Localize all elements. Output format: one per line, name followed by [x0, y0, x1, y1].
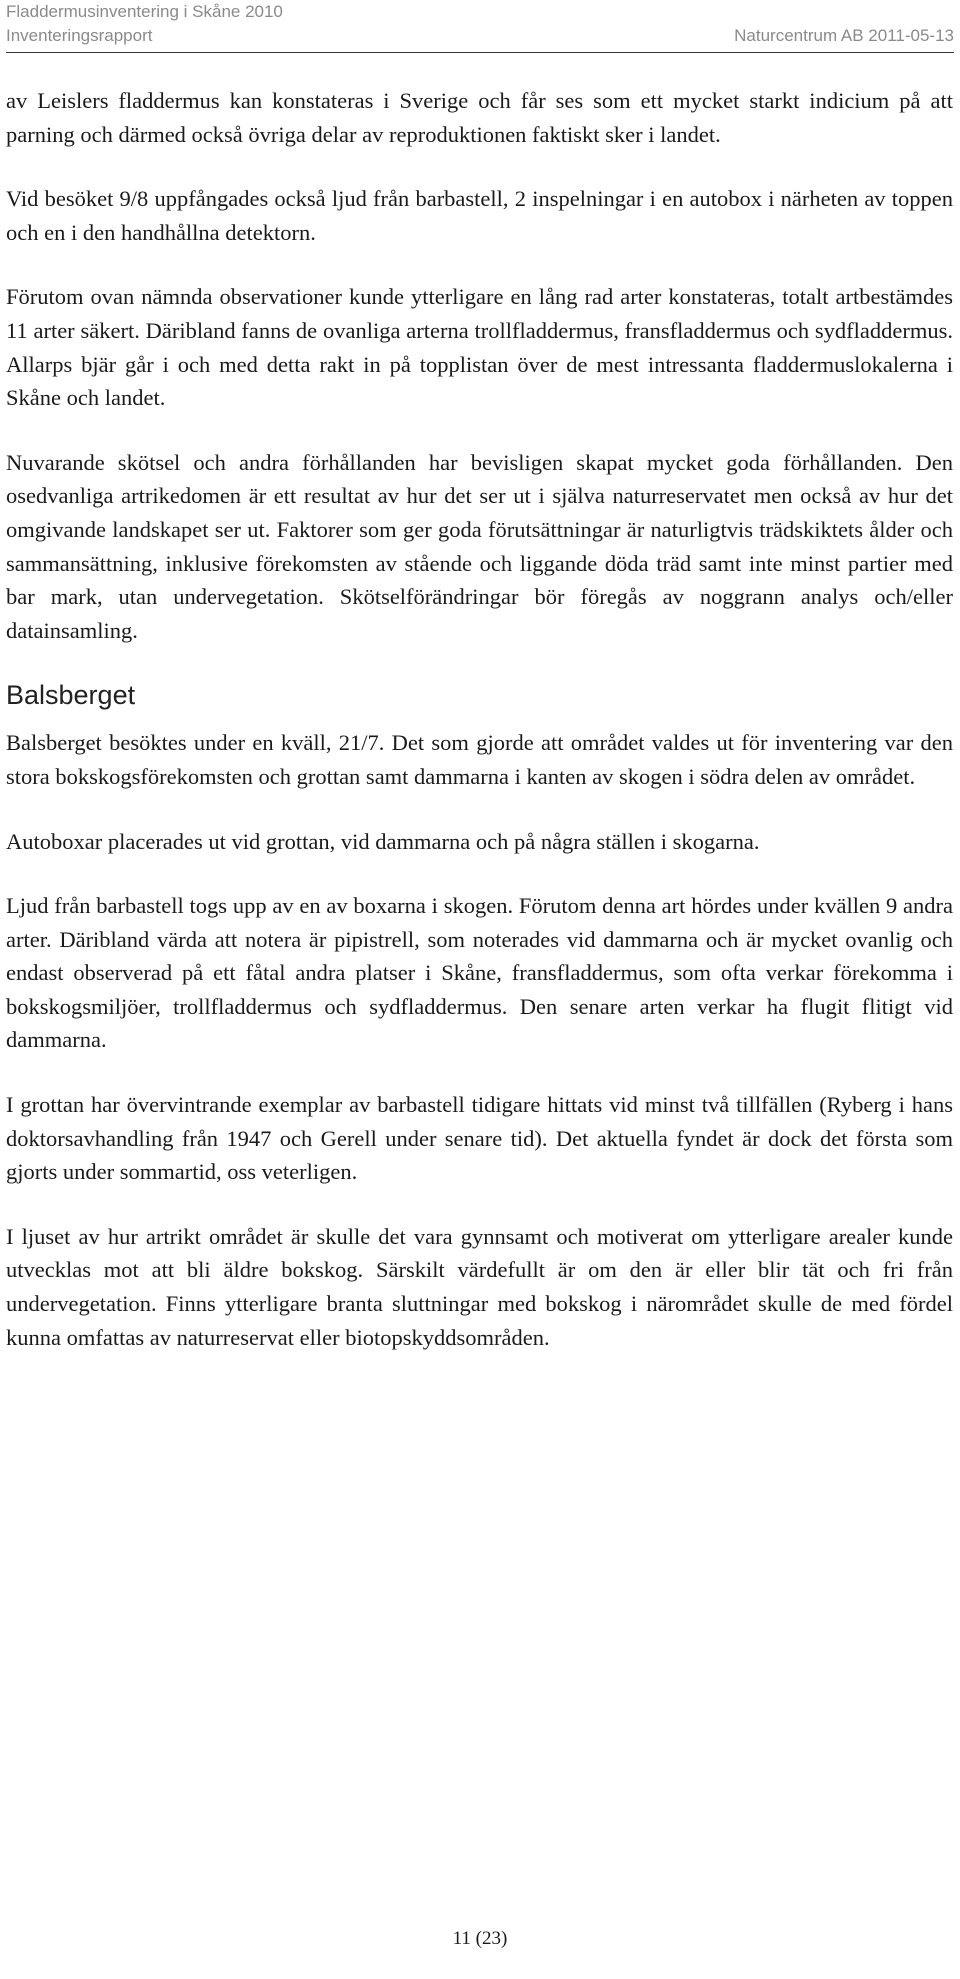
paragraph: I grottan har övervintrande exemplar av barbastell tidigare hittats vid minst två tillfällen (Ryberg i hans doktorsavhandling från 1947 och Gerell under senare tid). Det aktuella fyndet är dock det första som gjorts under sommartid, oss veterligen.	[6, 1092, 953, 1185]
paragraph: Autoboxar placerades ut vid grottan, vid dammarna och på några ställen i skogarna.	[6, 828, 760, 854]
paragraph: av Leislers fladdermus kan konstateras i Sverige och får ses som ett mycket starkt indicium på att parning och därmed också övriga delar av reproduktionen faktiskt sker i landet.	[6, 88, 953, 147]
header-left	[6, 0, 283, 48]
page-number: 11 (23)	[452, 1928, 508, 1949]
paragraph: Nuvarande skötsel och andra förhållanden har bevisligen skapat mycket goda förhållanden. Den osedvanliga artrikedomen är ett resultat av hur det ser ut i själva naturreservatet men också av hur det omgivande landskapet ser ut. Faktorer som ger goda förutsättningar är naturligtvis trädskiktets ålder och sammansättning, inklusive förekomsten av stående och liggande döda träd samt inte minst partier med bar mark, utan undervegetation. Skötselförändringar bör föregås av noggrann analys och/eller datainsamling.	[6, 449, 953, 643]
paragraph: Ljud från barbastell togs upp av en av boxarna i skogen. Förutom denna art hördes under kvällen 9 andra arter. Däribland värda att notera är pipistrell, som noterades vid dammarna och är mycket ovanlig och endast observerad på ett fåtal andra platser i Skåne, fransfladdermus, som ofta verkar förekomma i bokskogsmiljöer, trollfladdermus och sydfladdermus. Den senare arten verkar ha flugit flitigt vid dammarna.	[6, 893, 953, 1053]
paragraph: Förutom ovan nämnda observationer kunde ytterligare en lång rad arter konstateras, totalt artbestämdes 11 arter säkert. Däribland fanns de ovanliga arterna trollfladdermus, fransfladdermus och sydfladdermus. Allarps bjär går i och med detta rakt in på topplistan över de mest intressanta fladdermuslokalerna i Skåne och landet.	[6, 284, 953, 411]
paragraph: Balsberget besöktes under en kväll, 21/7. Det som gjorde att området valdes ut för inventering var den stora bokskogsförekomsten och grottan samt dammarna i kanten av skogen i södra delen av området.	[6, 730, 953, 789]
section-heading: Balsberget	[6, 680, 136, 711]
paragraph: Vid besöket 9/8 uppfångades också ljud från barbastell, 2 inspelningar i en autobox i närheten av toppen och en i den handhållna detektorn.	[6, 186, 953, 245]
paragraph: I ljuset av hur artrikt området är skulle det vara gynnsamt och motiverat om ytterligare arealer kunde utvecklas mot att bli äldre bokskog. Särskilt värdefullt är om den är eller blir tät och fri från undervegetation. Finns ytterligare branta sluttningar med bokskog i närområdet skulle de med fördel kunna omfattas av naturreservat eller biotopskyddsområden.	[6, 1223, 953, 1350]
report-title: Fladdermusinventering i Skåne 2010	[6, 2, 283, 21]
report-subtitle: Inventeringsrapport	[6, 26, 153, 45]
organization-date: Naturcentrum AB 2011-05-13	[734, 26, 954, 45]
page-header	[6, 0, 954, 53]
document-body	[6, 84, 953, 1385]
